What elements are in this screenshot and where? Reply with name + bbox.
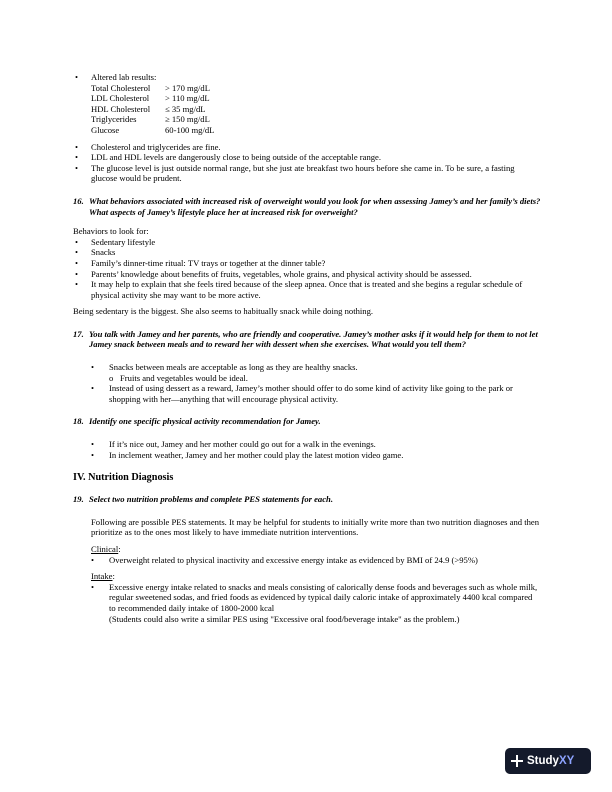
list-item-text: In inclement weather, Jamey and her mother could play the latest motion video game. bbox=[109, 449, 404, 460]
bullet-marker: • bbox=[91, 383, 95, 394]
list-item-text: Excessive energy intake related to snacks and meals consisting of calorically dense foods and beverages such as whole milk, regular sweetened sodas, and fried foods as evidenced by typical daily caloric intake of approximately 4400 kcal compared to recommended daily intake of 1800-2000 kcal bbox=[109, 581, 538, 613]
lab-name: HDL Cholesterol bbox=[91, 103, 151, 114]
question-text: Identify one specific physical activity recommendation for Jamey. bbox=[89, 416, 321, 427]
lab-value: > 170 mg/dL bbox=[165, 82, 210, 93]
list-item-text: Parents’ knowledge about benefits of fruits, vegetables, whole grains, and physical activity should be assessed. bbox=[91, 268, 472, 279]
brand-word-2: XY bbox=[558, 755, 575, 767]
lab-value: ≤ 35 mg/dL bbox=[165, 103, 206, 114]
question-text: Select two nutrition problems and complete PES statements for each. bbox=[89, 494, 333, 505]
lab-note bbox=[73, 142, 541, 153]
intake-label: Intake bbox=[91, 571, 113, 582]
bullet-marker: • bbox=[91, 439, 95, 450]
q19-intro: Following are possible PES statements. It may be helpful for students to initially write more than two nutrition diagnoses and then prioritize as to the ones most likely to have immediate nutrition interventions. bbox=[91, 516, 539, 538]
question-17 bbox=[73, 329, 541, 350]
bullet-marker: • bbox=[91, 362, 95, 373]
bullet-marker: • bbox=[91, 449, 95, 460]
lab-value: > 110 mg/dL bbox=[165, 93, 210, 104]
page-content bbox=[73, 72, 541, 624]
question-number: 16. bbox=[73, 195, 84, 206]
bullet-marker: • bbox=[75, 72, 79, 82]
lab-name: LDL Cholesterol bbox=[91, 93, 150, 104]
list-item bbox=[73, 450, 541, 461]
list-item-text: It may help to explain that she feels tired because of the sleep apnea. Once that is treated and she begins a regular schedule of physical activity she may want to be more active. bbox=[91, 279, 523, 300]
list-item bbox=[73, 362, 541, 373]
lab-name: Triglycerides bbox=[91, 114, 137, 125]
list-item-text: Snacks bbox=[91, 247, 116, 258]
list-item bbox=[73, 269, 541, 280]
lab-note-text: The glucose level is just outside normal range, but she just ate breakfast two hours before she came in. To be sure, a fasting glucose would be prudent. bbox=[91, 162, 515, 184]
question-18 bbox=[73, 416, 541, 427]
list-item bbox=[73, 439, 541, 450]
list-item-text: Snacks between meals are acceptable as long as they are healthy snacks. bbox=[109, 362, 358, 373]
lab-name: Total Cholesterol bbox=[91, 82, 151, 93]
list-item bbox=[73, 258, 541, 269]
list-item-text: Sedentary lifestyle bbox=[91, 236, 156, 247]
lab-row bbox=[91, 93, 541, 104]
plus-icon bbox=[505, 748, 527, 774]
lab-row bbox=[91, 125, 541, 136]
lab-results-heading: Altered lab results: bbox=[91, 72, 157, 82]
bullet-marker: • bbox=[75, 141, 79, 152]
question-number: 17. bbox=[73, 328, 84, 339]
list-item bbox=[73, 247, 541, 258]
clinical-label: Clinical bbox=[91, 544, 119, 554]
list-item bbox=[73, 555, 541, 566]
lab-note bbox=[73, 152, 541, 163]
list-item-text: If it’s nice out, Jamey and her mother could go out for a walk in the evenings. bbox=[109, 439, 376, 450]
intake-heading bbox=[73, 571, 541, 582]
lab-results-table bbox=[91, 83, 541, 136]
list-item bbox=[73, 383, 541, 404]
list-item bbox=[73, 279, 541, 300]
lab-value: 60-100 mg/dL bbox=[165, 124, 215, 135]
question-text: You talk with Jamey and her parents, who are friendly and cooperative. Jamey’s mother asks if it would help for them to not let Jamey snack between meals and to reward her with dessert when she exercises. What would you tell them? bbox=[89, 328, 538, 350]
lab-note-text: LDL and HDL levels are dangerously close to being outside of the acceptable range. bbox=[91, 152, 382, 163]
bullet-marker: • bbox=[75, 247, 79, 258]
lab-name: Glucose bbox=[91, 124, 120, 135]
question-19 bbox=[73, 494, 541, 505]
lab-results-item bbox=[73, 72, 541, 136]
q16-closing: Being sedentary is the biggest. She also seems to habitually snack while doing nothing. bbox=[73, 306, 374, 317]
list-item-text: Instead of using dessert as a reward, Jamey’s mother should offer to do some kind of activity like going to the park or shopping with her—anything that will encourage physical activity. bbox=[109, 383, 513, 404]
lab-value: ≥ 150 mg/dL bbox=[165, 114, 210, 125]
lab-row bbox=[91, 104, 541, 115]
lab-note bbox=[73, 163, 541, 184]
bullet-marker: • bbox=[75, 152, 79, 163]
studyxy-watermark bbox=[505, 748, 591, 774]
brand-word-1: Study bbox=[527, 755, 559, 767]
list-item-text: Overweight related to physical inactivity and excessive energy intake as evidenced by BMI of 24.9 (>95%) bbox=[109, 554, 478, 565]
lab-row bbox=[91, 83, 541, 94]
section-heading: IV. Nutrition Diagnosis bbox=[73, 472, 174, 484]
bullet-marker: • bbox=[75, 268, 79, 279]
question-16 bbox=[73, 196, 541, 217]
bullet-marker: • bbox=[75, 236, 79, 247]
list-item-text: Family’s dinner-time ritual: TV trays or together at the dinner table? bbox=[91, 257, 326, 268]
clinical-colon: : bbox=[118, 544, 121, 554]
sub-list-item bbox=[73, 373, 541, 384]
bullet-marker: • bbox=[91, 581, 95, 592]
lab-note-text: Cholesterol and triglycerides are fine. bbox=[91, 141, 221, 152]
lab-row bbox=[91, 114, 541, 125]
question-text: What behaviors associated with increased risk of overweight would you look for when assessing Jamey’s and her family’s diets? What aspects of Jamey’s lifestyle place her at increased risk for overweight? bbox=[89, 195, 541, 217]
intake-note: (Students could also write a similar PES using "Excessive oral food/beverage intake" as the problem.) bbox=[109, 613, 460, 624]
clinical-heading bbox=[73, 544, 541, 555]
bullet-marker: • bbox=[91, 554, 95, 565]
q16-intro: Behaviors to look for: bbox=[73, 226, 149, 237]
question-number: 19. bbox=[73, 494, 84, 505]
sub-list-item-text: Fruits and vegetables would be ideal. bbox=[120, 372, 248, 383]
list-item bbox=[73, 582, 541, 624]
intake-colon: : bbox=[112, 571, 115, 582]
bullet-marker: • bbox=[75, 257, 79, 268]
sub-bullet-marker: o bbox=[109, 372, 114, 383]
question-number: 18. bbox=[73, 416, 84, 427]
list-item bbox=[73, 237, 541, 248]
bullet-marker: • bbox=[75, 279, 79, 290]
bullet-marker: • bbox=[75, 162, 79, 173]
